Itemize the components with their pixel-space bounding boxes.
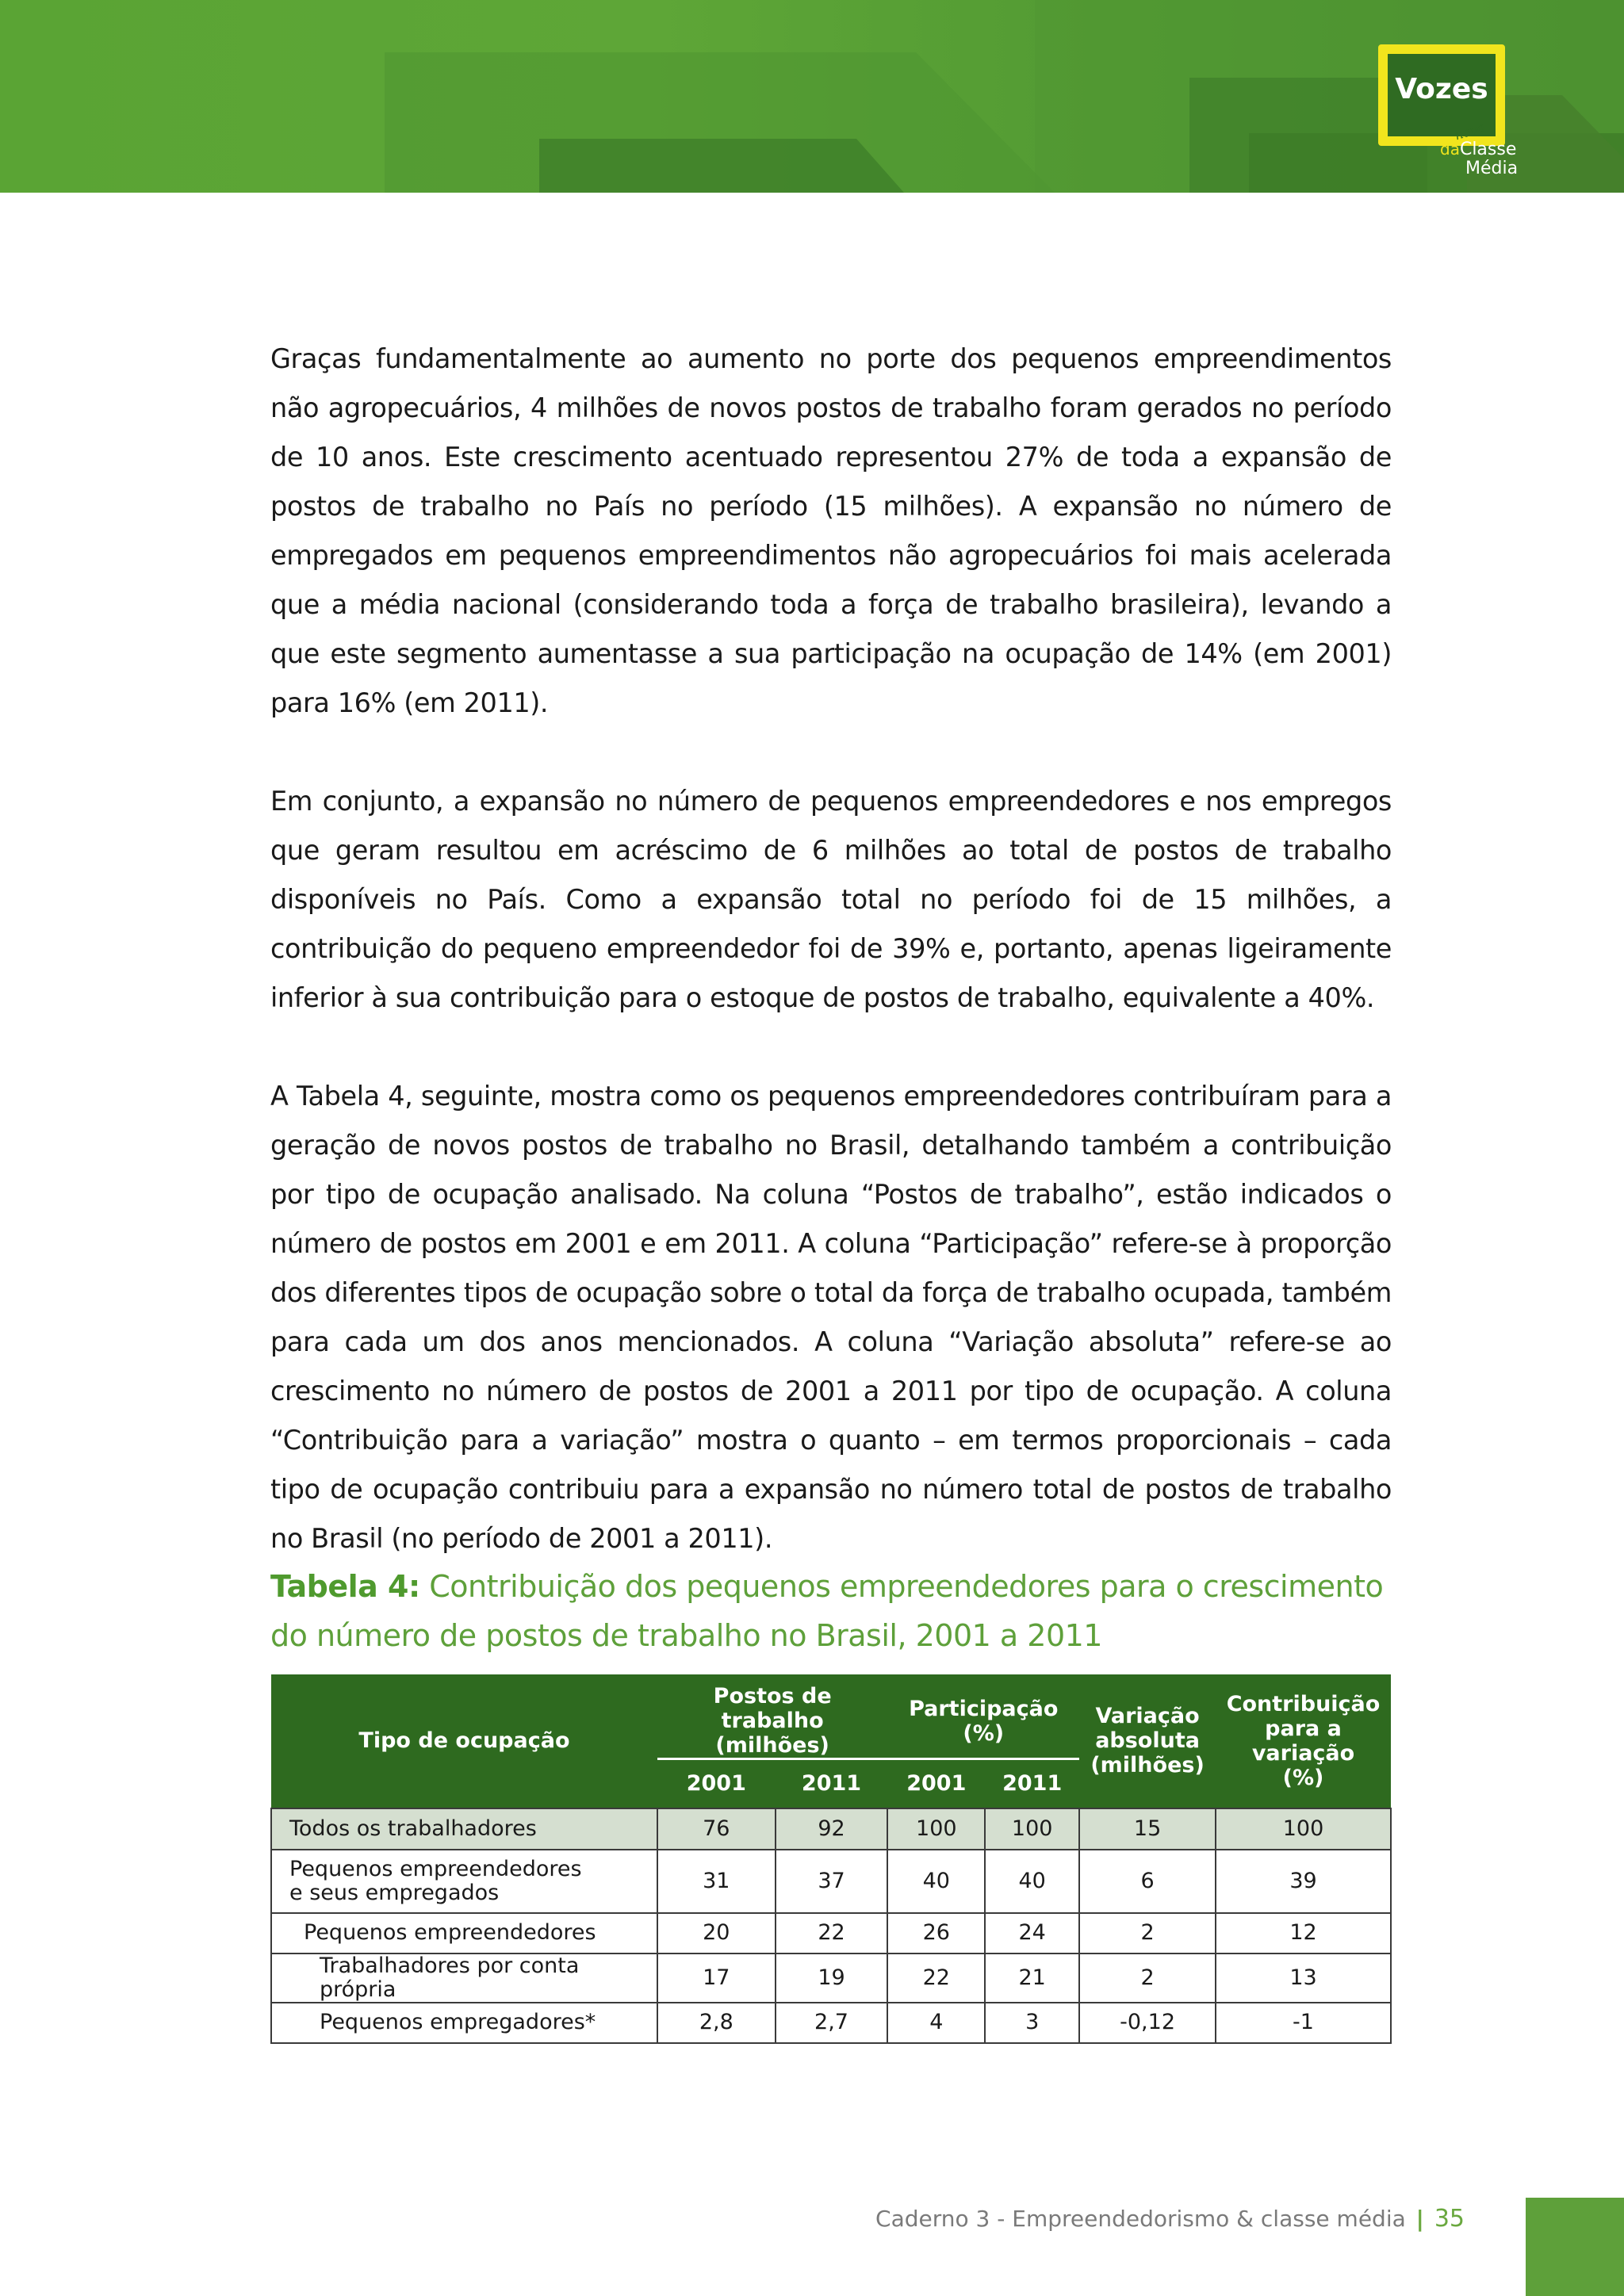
cell-postos-2001: 2,8 — [657, 2003, 776, 2043]
cell-part-2011: 21 — [985, 1954, 1079, 2003]
logo-classe: Classe — [1459, 140, 1517, 159]
logo-media: Média — [1465, 159, 1519, 178]
cell-part-2001: 26 — [887, 1913, 985, 1954]
cell-part-2001: 22 — [887, 1954, 985, 2003]
header-year-part-2011: 2011 — [985, 1759, 1079, 1808]
header-contrib-line4: (%) — [1282, 1765, 1324, 1790]
header-contrib-line1: Contribuição — [1226, 1691, 1381, 1716]
header-participacao — [887, 1674, 1079, 1759]
footer-separator: | — [1415, 2206, 1424, 2232]
cell-contribuicao: 13 — [1216, 1954, 1391, 2003]
cell-postos-2001: 31 — [657, 1850, 776, 1913]
cell-contribuicao: 100 — [1216, 1808, 1391, 1850]
cell-part-2011: 3 — [985, 2003, 1079, 2043]
header-year-postos-2001: 2001 — [657, 1759, 776, 1808]
cell-part-2001: 40 — [887, 1850, 985, 1913]
row-label: Todos os trabalhadores — [271, 1808, 657, 1850]
paragraph-2: Em conjunto, a expansão no número de pequenos empreendedores e nos empregos que geram resultou em acréscimo de 6 milhões ao total de postos de trabalho disponíveis no País. Como a expansão total no período foi de 15 milhões, a contribuição do pequeno empreendedor foi de 39% e, portanto, apenas ligeiramente inferior à sua contribuição para o estoque de postos de trabalho, equivalente a 40%. — [270, 786, 1392, 1013]
header-contrib-line3: variação — [1251, 1740, 1355, 1766]
logo-word: Vozes — [1395, 73, 1488, 105]
row-label-line1: Pequenos empreendedores — [289, 1856, 582, 1881]
table-row — [271, 1850, 1391, 1913]
header-postos-line2: (milhões) — [715, 1733, 829, 1758]
header-part-line2: (%) — [963, 1720, 1005, 1746]
cell-variacao: 6 — [1079, 1850, 1216, 1913]
cell-variacao: 2 — [1079, 1913, 1216, 1954]
header-var-line2: absoluta — [1095, 1728, 1200, 1754]
cell-postos-2011: 92 — [776, 1808, 888, 1850]
row-label: Pequenos empregadores* — [271, 2003, 657, 2043]
header-postos-line1: Postos de trabalho — [713, 1684, 832, 1733]
row-label: Pequenos empreendedores — [271, 1913, 657, 1954]
cell-postos-2011: 19 — [776, 1954, 888, 2003]
header-contrib-line2: para a — [1265, 1716, 1342, 1741]
table-label: Tabela 4: — [270, 1569, 420, 1604]
table-row — [271, 2003, 1391, 2043]
paragraph-1: Graças fundamentalmente ao aumento no porte dos pequenos empreendimentos não agropecuários, 4 milhões de novos postos de trabalho foram gerados no período de 10 anos. Este crescimento acentuado representou 27% de toda a expansão de postos de trabalho no País no período (15 milhões). A expansão no número de empregados em pequenos empreendimentos não agropecuários foi mais acelerada que a média nacional (considerando toda a força de trabalho brasileira), levando a que este segmento aumentasse a sua participação na ocupação de 14% (em 2001) para 16% (em 2011). — [270, 343, 1392, 718]
header-year-postos-2011: 2011 — [776, 1759, 888, 1808]
footer-green-block — [1526, 2198, 1624, 2296]
data-table — [270, 1674, 1392, 2044]
table-row — [271, 1808, 1391, 1850]
cell-postos-2011: 22 — [776, 1913, 888, 1954]
header-tipo: Tipo de ocupação — [271, 1674, 657, 1808]
cell-postos-2011: 37 — [776, 1850, 888, 1913]
cell-part-2011: 24 — [985, 1913, 1079, 1954]
row-label: Trabalhadores por conta própria — [271, 1954, 657, 2003]
cell-variacao: -0,12 — [1079, 2003, 1216, 2043]
header-var-line3: (milhões) — [1090, 1753, 1205, 1778]
cell-part-2001: 4 — [887, 2003, 985, 2043]
table-caption: Contribuição dos pequenos empreendedores para o crescimento do número de postos de trabalho no Brasil, 2001 a 2011 — [270, 1569, 1384, 1653]
header-contribuicao — [1216, 1674, 1391, 1808]
cell-contribuicao: 12 — [1216, 1913, 1391, 1954]
header-postos — [657, 1674, 887, 1759]
cell-postos-2011: 2,7 — [776, 2003, 888, 2043]
header-part-line1: Participação — [909, 1696, 1059, 1721]
header-variacao — [1079, 1674, 1216, 1808]
cell-contribuicao: 39 — [1216, 1850, 1391, 1913]
cell-postos-2001: 76 — [657, 1808, 776, 1850]
cell-part-2011: 40 — [985, 1850, 1079, 1913]
cell-part-2011: 100 — [985, 1808, 1079, 1850]
header-year-part-2001: 2001 — [887, 1759, 985, 1808]
row-label-line2: e seus empregados — [289, 1880, 500, 1905]
paragraph-3: A Tabela 4, seguinte, mostra como os pequenos empreendedores contribuíram para a geração de novos postos de trabalho no Brasil, detalhando também a contribuição por tipo de ocupação analisado. Na coluna “Postos de trabalho”, estão indicados o número de postos em 2001 e em 2011. A coluna “Participação” refere-se à proporção dos diferentes tipos de ocupação sobre o total da força de trabalho ocupada, também para cada um dos anos mencionados. A coluna “Variação absoluta” refere-se ao crescimento no número de postos de 2001 a 2011 por tipo de ocupação. A coluna “Contribuição para a variação” mostra o quanto – em termos proporcionais – cada tipo de ocupação contribuiu para a expansão no número total de postos de trabalho no Brasil (no período de 2001 a 2011). — [270, 1081, 1392, 1554]
cell-postos-2001: 20 — [657, 1913, 776, 1954]
row-label — [271, 1850, 657, 1913]
header-var-line1: Variação — [1095, 1704, 1200, 1729]
cell-contribuicao: -1 — [1216, 2003, 1391, 2043]
cell-variacao: 2 — [1079, 1954, 1216, 2003]
table-title — [270, 1562, 1392, 1660]
cell-part-2001: 100 — [887, 1808, 985, 1850]
vozes-logo — [1378, 44, 1537, 183]
logo-da: da — [1440, 140, 1460, 159]
table-row — [271, 1954, 1391, 2003]
header-banner — [0, 0, 1624, 193]
cell-variacao: 15 — [1079, 1808, 1216, 1850]
page-footer — [875, 2205, 1465, 2233]
table-row — [271, 1913, 1391, 1954]
logo-nova: nova — [1453, 119, 1487, 144]
logo-subtitle-line1 — [1440, 140, 1516, 159]
page-number: 35 — [1434, 2205, 1465, 2233]
cell-postos-2001: 17 — [657, 1954, 776, 2003]
footer-caption: Caderno 3 - Empreendedorismo & classe média — [875, 2206, 1406, 2232]
body-content — [270, 335, 1392, 1613]
